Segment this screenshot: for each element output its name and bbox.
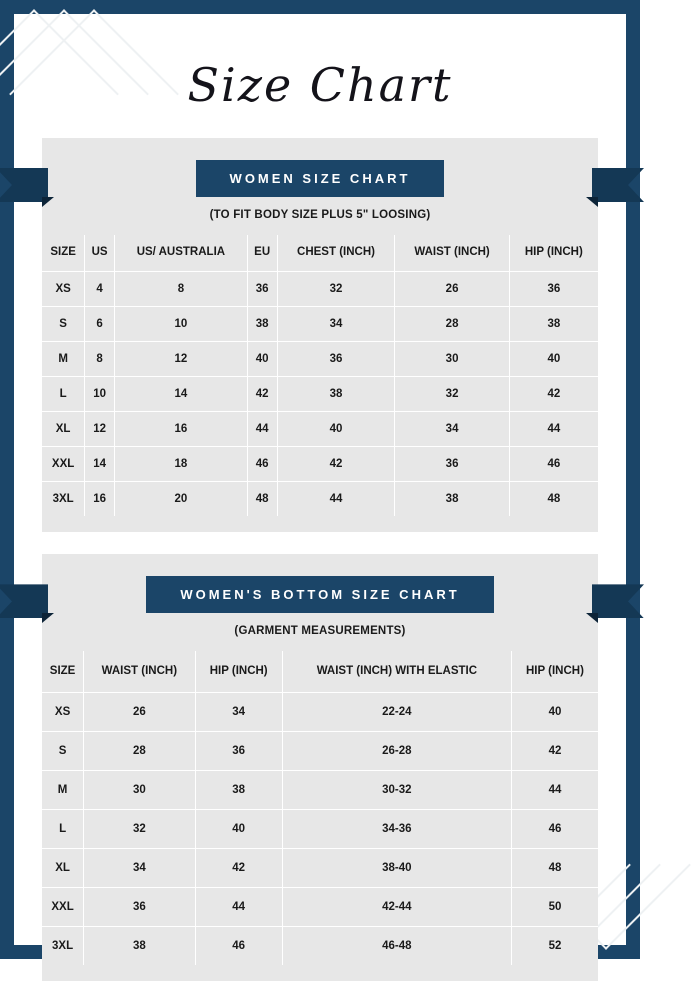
cell: 38 [277,377,395,412]
ribbon-tail-right [592,584,644,618]
cell: 34 [395,412,509,447]
cell: 40 [195,809,282,848]
cell: 48 [547,493,561,506]
cell: 40 [277,412,395,447]
cell: 42-44 [282,887,511,926]
cell: 38 [395,482,509,517]
ribbon-banner [42,160,598,197]
cell: 38-40 [282,848,511,887]
column-header-hip: HIP (INCH) [195,651,282,692]
cell: 4 [85,272,115,307]
column-header-waist: WAIST (INCH) [84,651,195,692]
cell: 3XL [42,926,84,965]
poster-inner [14,14,626,952]
cell: 16 [115,412,248,447]
cell: 36 [195,731,282,770]
cell: 40 [509,342,598,377]
ribbon-banner [42,576,598,613]
cell: XXL [42,887,84,926]
cell: 42 [247,377,277,412]
cell: XS [42,692,84,731]
cell: 32 [84,809,195,848]
column-header-size: SIZE [42,235,85,272]
table-row [42,377,598,412]
cell: 8 [115,272,248,307]
ribbon-tail-left [0,168,48,202]
cell: 26 [84,692,195,731]
table-row [42,887,598,926]
cell: 46 [511,809,598,848]
column-header-us: US [85,235,115,272]
cell: 44 [511,770,598,809]
table-row [42,482,598,517]
column-header-hip-2: HIP (INCH) [511,651,598,692]
cell: 46 [509,447,598,482]
cell: 36 [84,887,195,926]
table-row [42,692,598,731]
cell: 34-36 [282,809,511,848]
cell: 34 [84,848,195,887]
table-row [42,809,598,848]
cell: 12 [85,412,115,447]
cell: XL [42,412,85,447]
womens-bottom-size-table [42,651,598,964]
women-size-chart-panel [42,138,598,532]
cell: 50 [511,887,598,926]
table-row [42,926,598,965]
table-row [42,731,598,770]
cell: 30 [395,342,509,377]
cell: 40 [247,342,277,377]
column-header-eu: EU [247,235,277,272]
cell: 18 [115,447,248,482]
table-header-row [42,651,598,692]
cell: XS [42,272,85,307]
cell: 32 [395,377,509,412]
section-subtitle: (GARMENT MEASUREMENTS) [234,625,406,638]
column-header-size: SIZE [42,651,84,692]
cell: 10 [115,307,248,342]
cell: 34 [277,307,395,342]
page-title: Size Chart [187,58,453,112]
womens-bottom-size-chart-panel [42,554,598,980]
cell: 44 [509,412,598,447]
cell: S [42,307,85,342]
cell: 38 [84,926,195,965]
cell: L [42,377,85,412]
cell: M [42,770,84,809]
cell: 30-32 [282,770,511,809]
cell: L [42,809,84,848]
cell: 42 [195,848,282,887]
ribbon-fold-left [42,197,54,207]
table-row [42,447,598,482]
cell: 32 [277,272,395,307]
ribbon-label: WOMEN'S BOTTOM SIZE CHART [146,576,493,613]
cell: 48 [511,848,598,887]
cell: 44 [247,412,277,447]
cell: 48 [247,482,277,517]
cell: 30 [84,770,195,809]
section-subtitle: (TO FIT BODY SIZE PLUS 5" LOOSING) [209,209,431,221]
cell: 28 [395,307,509,342]
ribbon-fold-right [586,197,598,207]
cell: 46-48 [282,926,511,965]
table-row [42,342,598,377]
cell: 16 [85,482,115,517]
cell: 14 [115,377,248,412]
table-row [42,770,598,809]
cell: 44 [277,482,395,517]
content-area [42,138,598,981]
column-header-waist-elastic: WAIST (INCH) WITH ELASTIC [282,651,511,692]
cell: XL [42,848,84,887]
cell: 20 [115,482,248,517]
cell: 46 [247,447,277,482]
cell: 40 [511,692,598,731]
cell: 22-24 [282,692,511,731]
cell: 44 [195,887,282,926]
ribbon-fold-right [586,613,598,623]
cell: 3XL [42,482,85,517]
ribbon-fold-left [42,613,54,623]
cell: 52 [548,939,562,952]
table-row [42,412,598,447]
table-row [42,272,598,307]
cell: 36 [277,342,395,377]
cell: 14 [85,447,115,482]
column-header-waist: WAIST (INCH) [395,235,509,272]
cell: 34 [195,692,282,731]
cell: XXL [42,447,85,482]
ribbon-tail-left [0,584,48,618]
cell: M [42,342,85,377]
cell: 42 [277,447,395,482]
ribbon-tail-right [592,168,644,202]
cell: 26-28 [282,731,511,770]
women-size-table [42,235,598,516]
table-row [42,307,598,342]
cell: 38 [195,770,282,809]
column-header-hip: HIP (INCH) [509,235,598,272]
cell: 28 [84,731,195,770]
cell: 38 [509,307,598,342]
table-row [42,848,598,887]
cell: 36 [509,272,598,307]
cell: 8 [85,342,115,377]
column-header-chest: CHEST (INCH) [277,235,395,272]
ribbon-label: WOMEN SIZE CHART [196,160,445,197]
cell: 12 [115,342,248,377]
cell: 26 [395,272,509,307]
table-header-row [42,235,598,272]
cell: 36 [395,447,509,482]
cell: 10 [85,377,115,412]
cell: 38 [247,307,277,342]
cell: S [42,731,84,770]
cell: 42 [511,731,598,770]
cell: 46 [195,926,282,965]
column-header-us-australia: US/ AUSTRALIA [115,235,248,272]
cell: 42 [509,377,598,412]
cell: 36 [247,272,277,307]
cell: 6 [85,307,115,342]
